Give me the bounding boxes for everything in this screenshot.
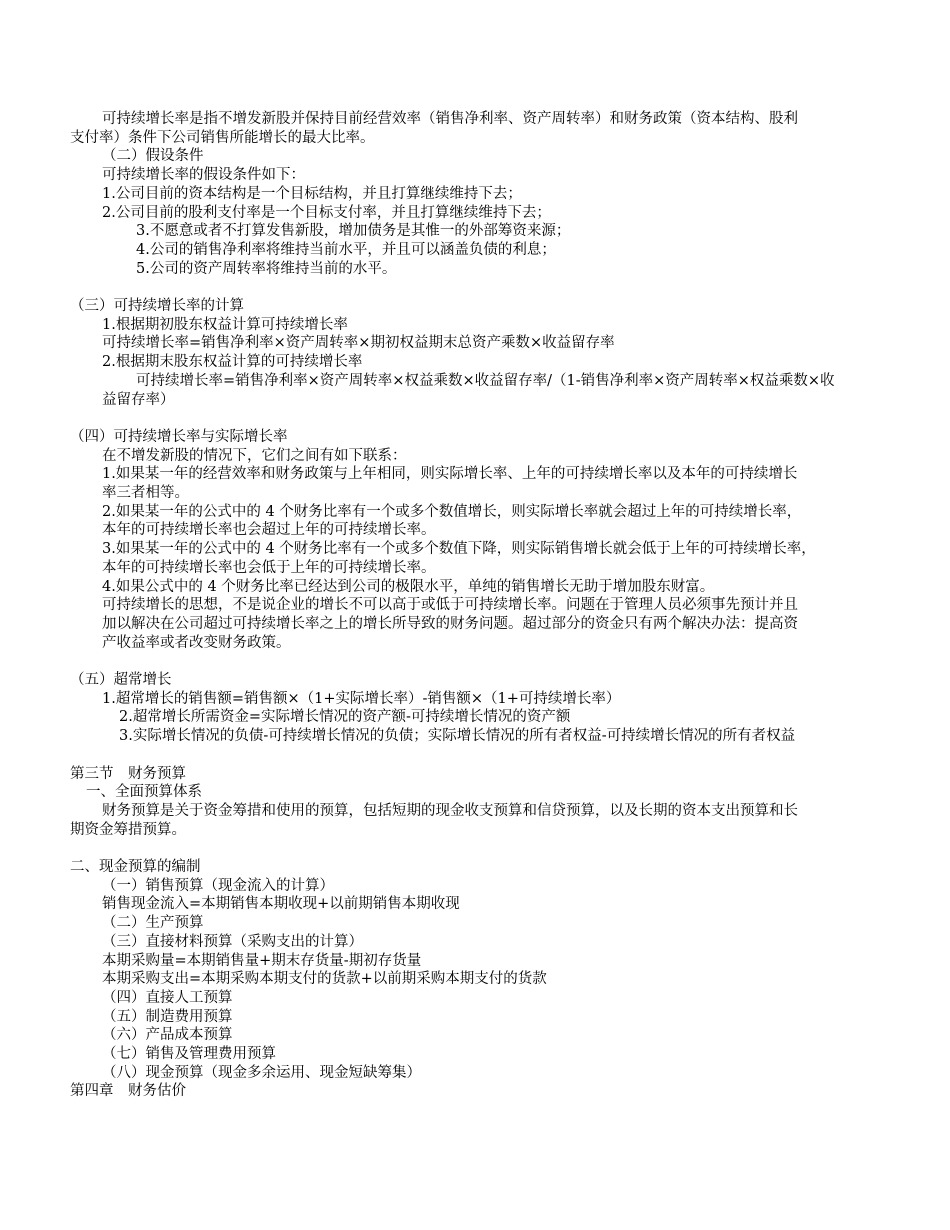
text-line: 可持续增长率=销售净利率×资产周转率×期初权益期末总资产乘数×收益留存率 bbox=[102, 335, 615, 352]
text-line: 2.如果某一年的公式中的 4 个财务比率有一个或多个数值增长，则实际增长率就会超过上年的可持续增长率， bbox=[102, 503, 802, 520]
text-line: 益留存率） bbox=[102, 391, 175, 408]
text-line: （四）直接人工预算 bbox=[102, 989, 233, 1006]
text-line: （二）假设条件 bbox=[102, 148, 204, 165]
text-line: 销售现金流入=本期销售本期收现+以前期销售本期收现 bbox=[102, 896, 460, 913]
text-line: （五）制造费用预算 bbox=[102, 1008, 233, 1025]
text-line: 2.超常增长所需资金=实际增长情况的资产额-可持续增长情况的资产额 bbox=[119, 709, 571, 726]
text-line: 率三者相等。 bbox=[102, 485, 189, 501]
text-line: 本期采购支出=本期采购本期支付的货款+以前期采购本期支付的货款 bbox=[102, 971, 547, 988]
text-line: 可持续增长率的假设条件如下： bbox=[102, 167, 305, 184]
text-line: 1.超常增长的销售额=销售额×（1+实际增长率）-销售额×（1+可持续增长率） bbox=[102, 690, 621, 707]
text-line: 加以解决在公司超过可持续增长率之上的增长所导致的财务问题。超过部分的资金只有两个解决办法：提高资 bbox=[102, 615, 798, 632]
text-line: 3.不愿意或者不打算发售新股，增加债务是其惟一的外部筹资来源； bbox=[136, 223, 571, 240]
text-line: 3.如果某一年的公式中的 4 个财务比率有一个或多个数值下降，则实际销售增长就会低于上年的可持续增长率， bbox=[102, 541, 816, 558]
text-line: 期资金筹措预算。 bbox=[70, 821, 186, 838]
text-line: 第三节 财务预算 bbox=[70, 765, 186, 782]
text-line: 产收益率或者改变财务政策。 bbox=[102, 634, 291, 651]
text-line: （六）产品成本预算 bbox=[102, 1027, 233, 1044]
text-line: 可持续增长的思想，不是说企业的增长不可以高于或低于可持续增长率。问题在于管理人员必须事先预计并且 bbox=[102, 597, 798, 614]
text-line: （七）销售及管理费用预算 bbox=[102, 1046, 276, 1062]
text-line: 财务预算是关于资金筹措和使用的预算，包括短期的现金收支预算和信贷预算，以及长期的资本支出预算和长 bbox=[102, 802, 798, 819]
text-line: 本年的可持续增长率也会超过上年的可持续增长率。 bbox=[102, 522, 436, 539]
text-line: 可持续增长率是指不增发新股并保持目前经营效率（销售净利率、资产周转率）和财务政策（资本结构、股利 bbox=[102, 111, 798, 127]
text-line: 5.公司的资产周转率将维持当前的水平。 bbox=[136, 260, 397, 277]
text-line: （三）直接材料预算（采购支出的计算） bbox=[102, 933, 363, 950]
text-line: （五）超常增长 bbox=[70, 672, 172, 688]
text-line: （三）可持续增长率的计算 bbox=[70, 298, 244, 314]
text-line: （二）生产预算 bbox=[102, 915, 204, 932]
text-line: 第四章 财务估价 bbox=[70, 1083, 186, 1100]
text-line: 支付率）条件下公司销售所能增长的最大比率。 bbox=[70, 129, 375, 146]
text-line: 1.如果某一年的经营效率和财务政策与上年相同，则实际增长率、上年的可持续增长率以及本年的可持续增长 bbox=[102, 466, 798, 483]
text-line: 4.公司的销售净利率将维持当前水平，并且可以涵盖负债的利息； bbox=[136, 241, 556, 258]
text-line: 本年的可持续增长率也会低于上年的可持续增长率。 bbox=[102, 559, 436, 576]
text-line: 4.如果公式中的 4 个财务比率已经达到公司的极限水平，单纯的销售增长无助于增加股东财富。 bbox=[102, 578, 715, 595]
text-line: 1.公司目前的资本结构是一个目标结构，并且打算继续维持下去； bbox=[102, 185, 522, 202]
text-line: 2.根据期末股东权益计算的可持续增长率 bbox=[102, 354, 363, 371]
text-line: （一）销售预算（现金流入的计算） bbox=[102, 877, 334, 894]
text-line: 一、全面预算体系 bbox=[86, 784, 202, 801]
text-line: （八）现金预算（现金多余运用、现金短缺筹集） bbox=[102, 1064, 421, 1081]
text-line: 本期采购量=本期销售量+期末存货量-期初存货量 bbox=[102, 952, 422, 969]
text-line: 二、现金预算的编制 bbox=[70, 859, 201, 875]
text-line: 可持续增长率=销售净利率×资产周转率×权益乘数×收益留存率/（1-销售净利率×资产周转率×权益乘数×收 bbox=[136, 372, 835, 389]
text-line: 2.公司目前的股利支付率是一个目标支付率，并且打算继续维持下去； bbox=[102, 204, 551, 221]
text-line: （四）可持续增长率与实际增长率 bbox=[70, 428, 288, 445]
text-line: 在不增发新股的情况下，它们之间有如下联系： bbox=[102, 447, 407, 464]
text-line: 1.根据期初股东权益计算可持续增长率 bbox=[102, 316, 348, 333]
text-line: 3.实际增长情况的负债-可持续增长情况的负债；实际增长情况的所有者权益-可持续增长情况的所有者权益 bbox=[119, 728, 796, 745]
